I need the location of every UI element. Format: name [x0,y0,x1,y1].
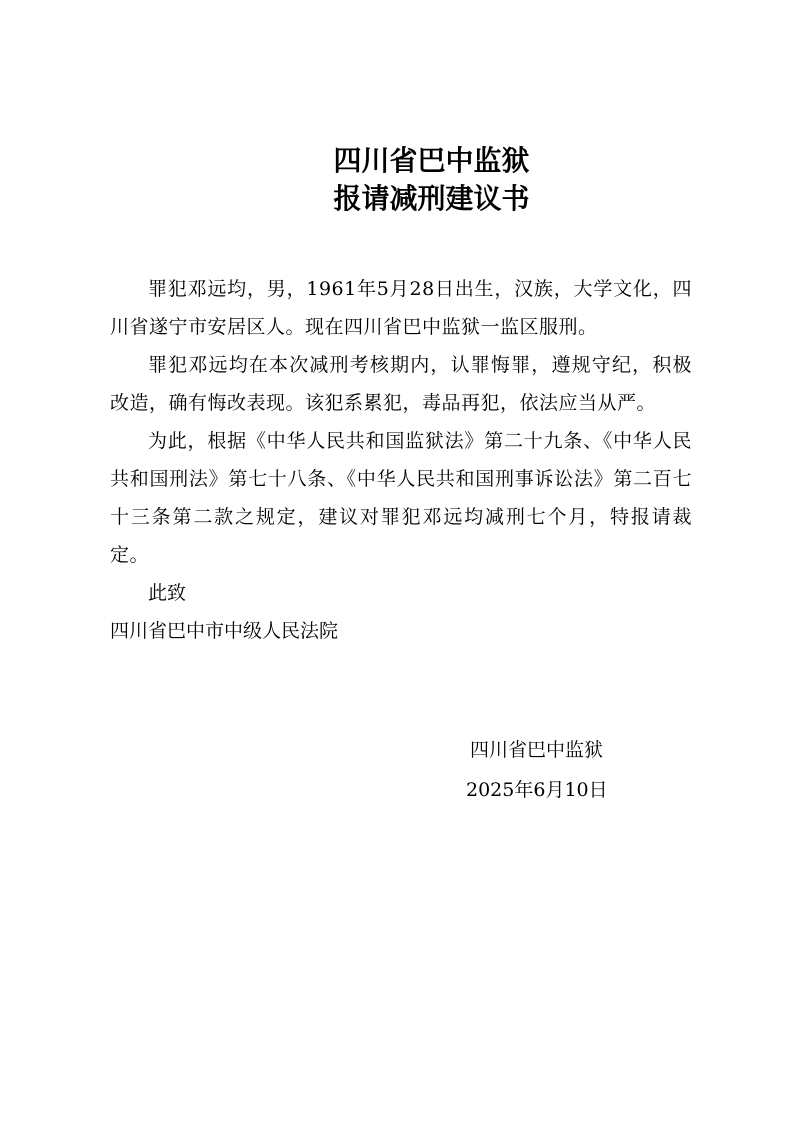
signature-block [440,730,660,810]
signature-date: 2025年6月10日 [466,779,608,801]
signature-organization: 四川省巴中监狱 [470,739,604,761]
salutation: 此致 [148,582,187,604]
title-line-organization: 四川省巴中监狱 [333,144,530,177]
title-line-document-type: 报请减刑建议书 [333,182,530,215]
document-title [0,142,793,218]
addressee: 四川省巴中市中级人民法院 [110,620,339,642]
paragraph-legal-basis: 为此，根据《中华人民共和国监狱法》第二十九条、《中华人民共和国刑法》第七十八条、《中华人民共和国刑事诉讼法》第二百七十三条第二款之规定，建议对罪犯邓远均减刑七个月，特报请裁定。 [110,430,692,566]
paragraph-assessment: 罪犯邓远均在本次减刑考核期内，认罪悔罪，遵规守纪，积极改造，确有悔改表现。该犯系累犯，毒品再犯，依法应当从严。 [110,354,692,414]
document-body [110,270,692,650]
paragraph-offender-info: 罪犯邓远均，男，1961年5月28日出生，汉族，大学文化，四川省遂宁市安居区人。现在四川省巴中监狱一监区服刑。 [110,278,692,338]
